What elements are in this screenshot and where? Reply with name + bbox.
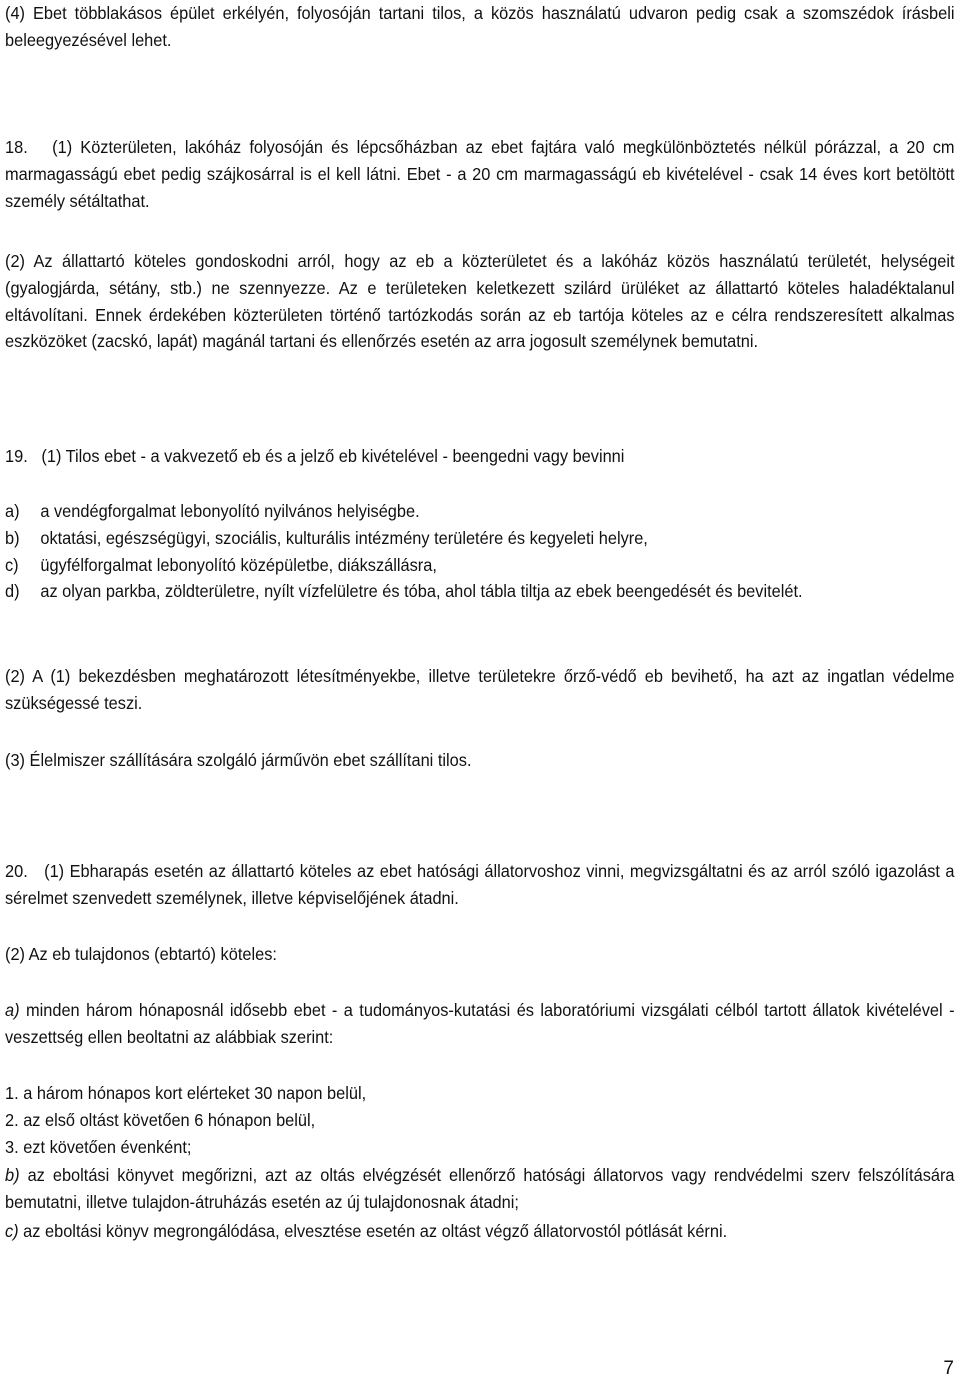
section-20-item-c (5, 1218, 955, 1245)
section-19-number: 19. (5, 446, 28, 466)
item-c-label: c) (5, 1221, 19, 1241)
section-19-para-1-text: (1) Tilos ebet - a vakvezető eb és a jelző eb kivételével - beengedni vagy bevinni (41, 446, 625, 466)
list-item-text: az olyan parkba, zöldterületre, nyílt vízfelületre és tóba, ahol tábla tiltja az ebek beengedését és bevitelét. (40, 581, 803, 602)
section-19-para-1 (5, 443, 955, 470)
numbered-item: 1. a három hónapos kort elérteket 30 napon belül, (5, 1083, 367, 1103)
list-item-label: d) (5, 581, 20, 602)
list-item-text: oktatási, egészségügyi, szociális, kulturális intézmény területére és kegyeleti helyre, (40, 527, 648, 548)
section-18-number: 18. (5, 137, 28, 157)
item-a-label: a) (5, 1000, 20, 1020)
list-item (5, 578, 955, 605)
section-18-para-1 (5, 134, 955, 214)
page-number: 7 (943, 1358, 954, 1379)
paragraph-4: (4) Ebet többlakásos épület erkélyén, folyosóján tartani tilos, a közös használatú udvaron pedig csak a szomszédok írásbeli beleegyezésével lehet. (5, 3, 955, 50)
section-20-para-2: (2) Az eb tulajdonos (ebtartó) köteles: (5, 944, 277, 964)
list-item-label: c) (5, 554, 19, 575)
item-c-text: az eboltási könyv megrongálódása, elvesztése esetén az oltást végző állatorvostól pótlását kérni. (18, 1221, 728, 1241)
section-20-number: 20. (5, 861, 28, 881)
list-item-text: ügyfélforgalmat lebonyolító középületbe, diákszállásra, (40, 554, 437, 575)
section-18-para-2: (2) Az állattartó köteles gondoskodni arról, hogy az eb a közterületet és a lakóház közös használatú területét, helységeit (gyalogjárda, sétány, stb.) ne szennyezze. Az e területeken keletkezett szilárd ürüléket az állattartó köteles haladéktalanul eltávolítani. Ennek érdekében közterületen történő tartózkodás során az eb tartója köteles az e célra rendszeresített alkalmas eszközöket (zacskó, lapát) magánál tartani és ellenőrzés esetén az arra jogosult személynek bemutatni. (5, 251, 955, 352)
list-item-text: a vendégforgalmat lebonyolító nyilvános helyiségbe. (40, 501, 420, 521)
section-20-para-1 (5, 858, 955, 912)
section-19-para-3: (3) Élelmiszer szállítására szolgáló járművön ebet szállítani tilos. (5, 750, 472, 770)
section-18-para-1-text: (1) Közterületen, lakóház folyosóján és lépcsőházban az ebet fajtára való megkülönböztetés nélkül pórázzal, a 20 cm marmagasságú ebet pedig szájkosárral is el kell látni. Ebet - a 20 cm marmagasságú eb kivételével - csak 14 éves kort betöltött személy sétáltathat. (5, 137, 955, 211)
section-20-para-1-text: (1) Ebharapás esetén az állattartó köteles az ebet hatósági állatorvoshoz vinni, megvizsgáltatni és az arról szóló igazolást a sérelmet szenvedett személynek, illetve képviselőjének átadni. (5, 861, 955, 908)
list-item (5, 525, 955, 552)
list-item (5, 552, 955, 579)
section-19-para-2: (2) A (1) bekezdésben meghatározott létesítményekbe, illetve területekre őrző-védő eb bevihető, ha azt az ingatlan védelme szükségessé teszi. (5, 666, 955, 713)
list-item (5, 498, 955, 525)
section-20-item-b (5, 1162, 955, 1216)
numbered-item: 3. ezt követően évenként; (5, 1136, 192, 1157)
item-a-text: minden három hónaposnál idősebb ebet - a tudományos-kutatási és laboratóriumi vizsgálati célból tartott állatok kivételével - veszettség ellen beoltatni az alábbiak szerint: (5, 1000, 955, 1047)
list-item-label: a) (5, 501, 20, 521)
list-item-label: b) (5, 527, 20, 548)
vaccination-schedule-list (5, 1080, 955, 1160)
item-b-text: az eboltási könyvet megőrizni, azt az oltás elvégzését ellenőrző hatósági állatorvos vagy rendvédelmi szerv felszólítására bemutatni, illetve tulajdon-átruházás esetén az új tulajdonosnak átadni; (5, 1165, 955, 1212)
section-20-item-a (5, 997, 955, 1051)
numbered-item: 2. az első oltást követően 6 hónapon belül, (5, 1109, 316, 1130)
item-b-label: b) (5, 1165, 20, 1185)
section-19-list (5, 498, 955, 605)
